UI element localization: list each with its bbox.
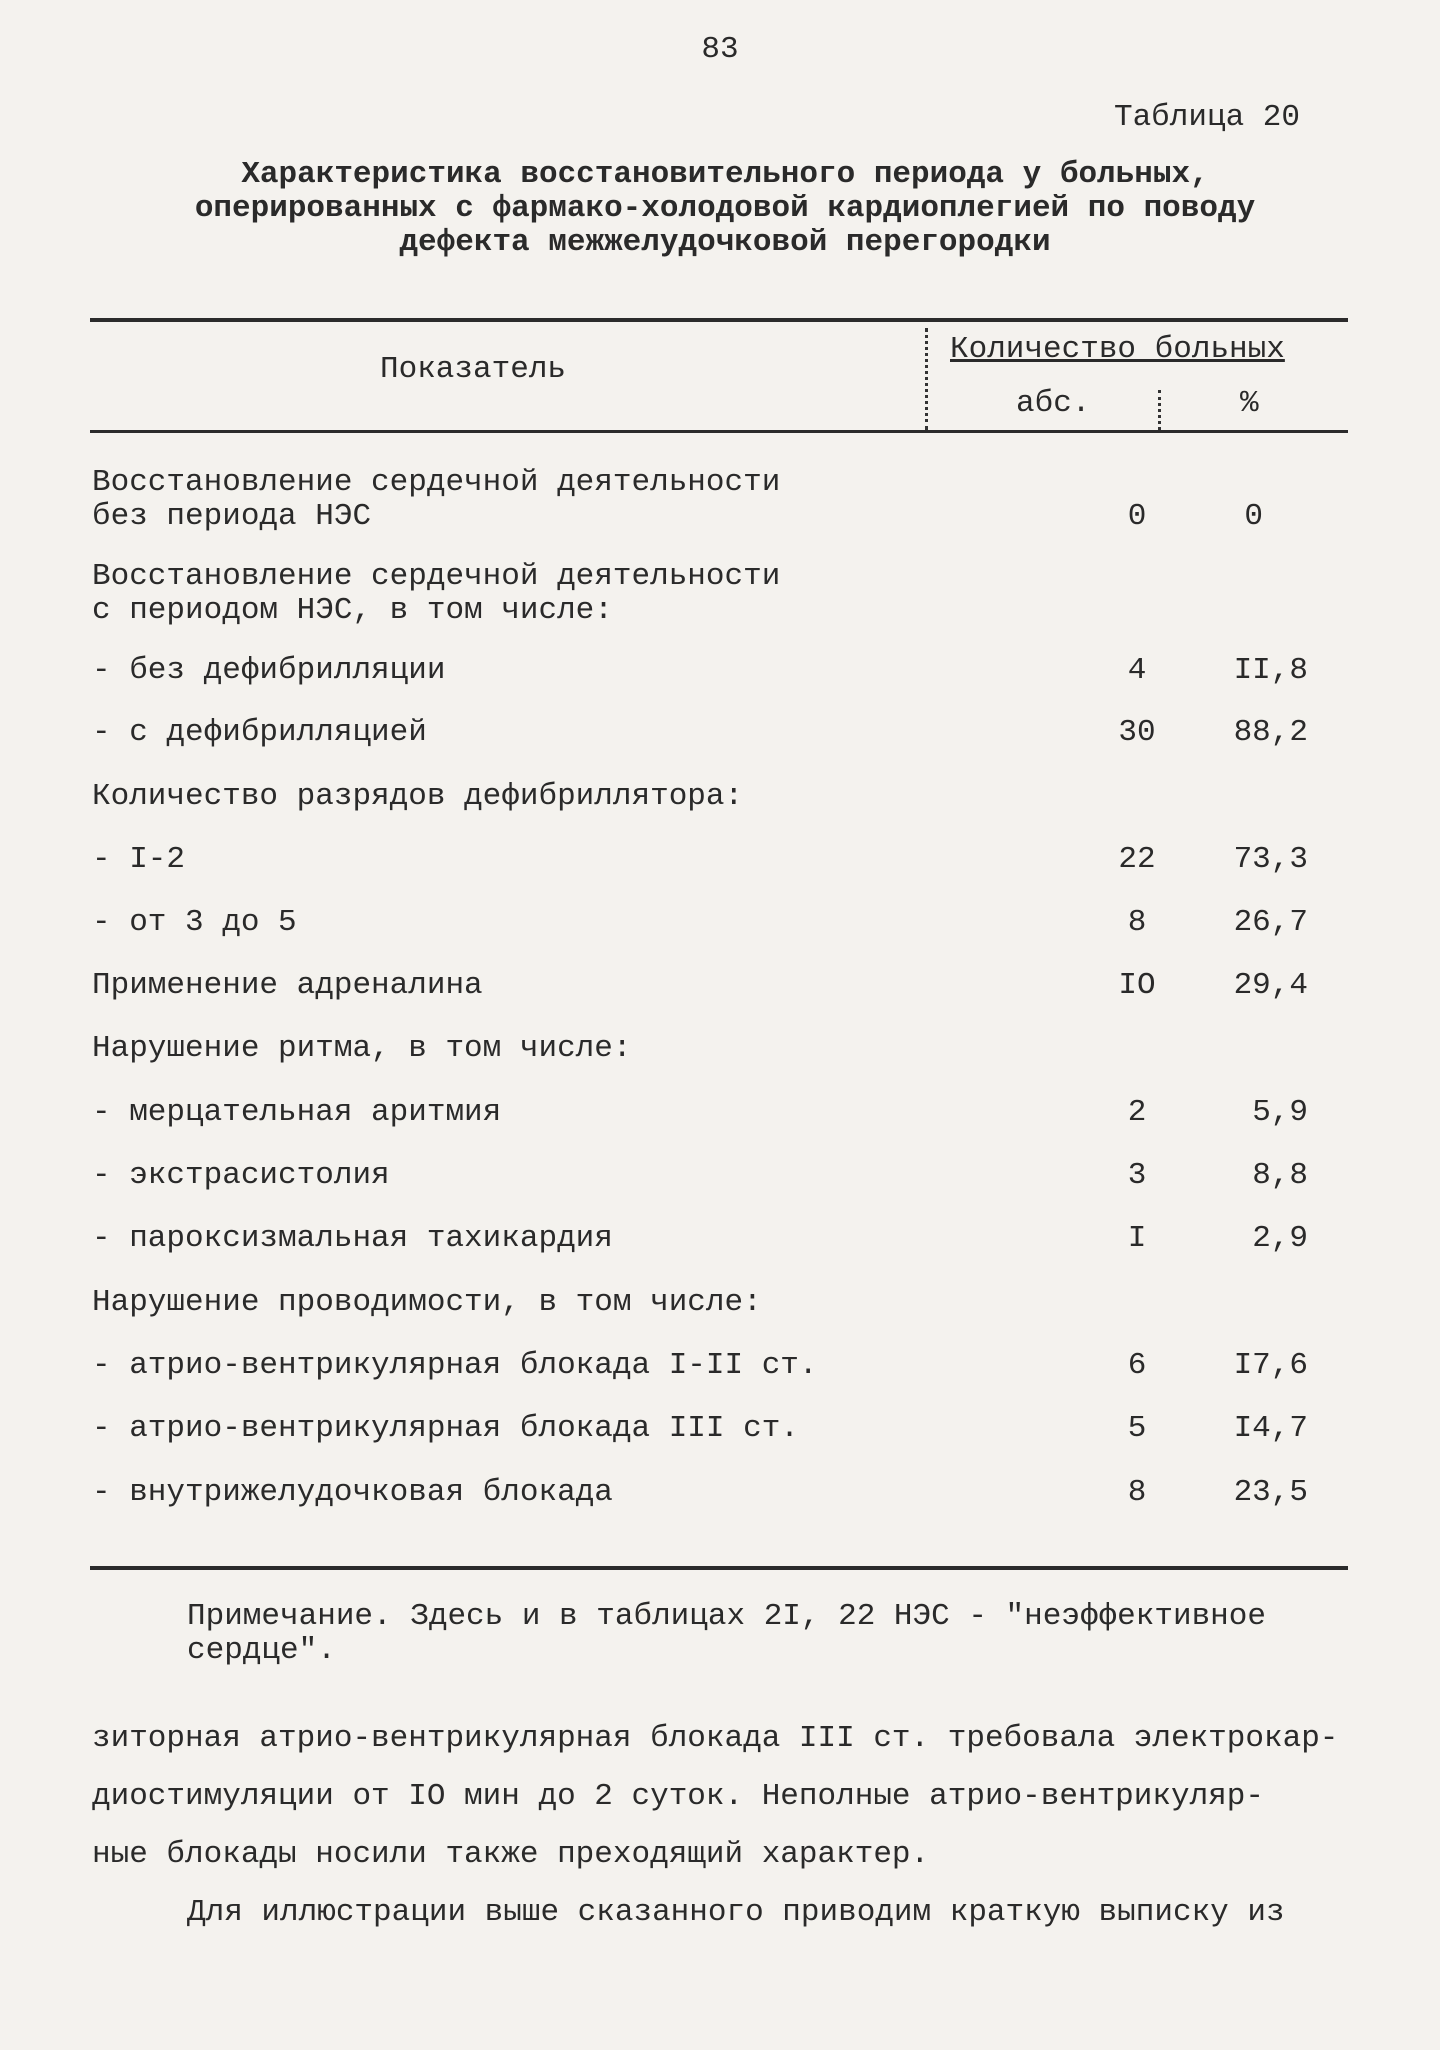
document-page: 83 Таблица 20 Характеристика восстановительного периода у больных, оперированных с фармако-холодовой кардиоплегией по поводу дефекта межжелудочковой перегородки Показатель Количество больных абс. % Восстановление сердечной деятельности без периода НЭС 0 0 Восстановление сердечной деятельности с периодом НЭС, в том числе: - без дефибрилляции 4 II,8 - с дефибрилляцией 30 88,2 Количество разрядов дефибриллятора: - I-2 22 73,3 - от 3 до 5 8 26,7 Применение адреналина IO 29,4 Нарушение ритма, в том числе: - мерцательная аритмия 2 5,9 - экстрасистолия 3 8,8 - пароксизмальная тахикардия I 2,9 Нарушение проводимости, в том числе: - атрио-вентрикулярная блокада I-II ст. 6 I7,6 - атрио-вентрикулярная блокада III ст. 5 I4,7 - внутрижелудочковая блокада 8 23,5 Примечание. Здесь и в таблицах 2I, 22 НЭС - "неэффективное сердце". зиторная атрио-вентрикулярная блокада III ст. требовала электрокар- диостимуляции от IO мин до 2 суток. Неполные атрио-вентрикуляр- ные блокады носили также преходящий характер. Для иллюстрации выше сказанного приводим краткую выписку из — [0, 0, 1440, 2050]
body-line: ные блокады носили также преходящий характер. — [92, 1837, 930, 1872]
body-line: диостимуляции от IO мин до 2 суток. Неполные атрио-вентрикуляр- — [92, 1779, 1264, 1814]
table-note: Примечание. Здесь и в таблицах 2I, 22 НЭС - "неэффективное сердце". — [187, 1599, 1266, 1668]
table-top-rule — [90, 318, 1348, 322]
header-patients: Количество больных — [950, 332, 1285, 367]
table-title: Характеристика восстановительного периода у больных, оперированных с фармако-холодовой кардиоплегией по поводу дефекта межжелудочковой перегородки — [194, 157, 1256, 260]
body-line: Для иллюстрации выше сказанного приводим краткую выписку из — [187, 1895, 1285, 1930]
table-bottom-rule — [90, 1566, 1348, 1570]
table-label: Таблица 20 — [1113, 100, 1300, 135]
page-number: 83 — [701, 32, 739, 67]
header-indicator: Показатель — [380, 352, 567, 387]
header-subdivider — [1158, 390, 1161, 430]
header-abs: абс. — [1016, 386, 1091, 421]
header-divider — [925, 328, 928, 430]
header-bottom-rule — [90, 430, 1348, 433]
header-pct: % — [1240, 386, 1259, 421]
body-line: зиторная атрио-вентрикулярная блокада III ст. требовала электрокар- — [92, 1721, 1339, 1756]
